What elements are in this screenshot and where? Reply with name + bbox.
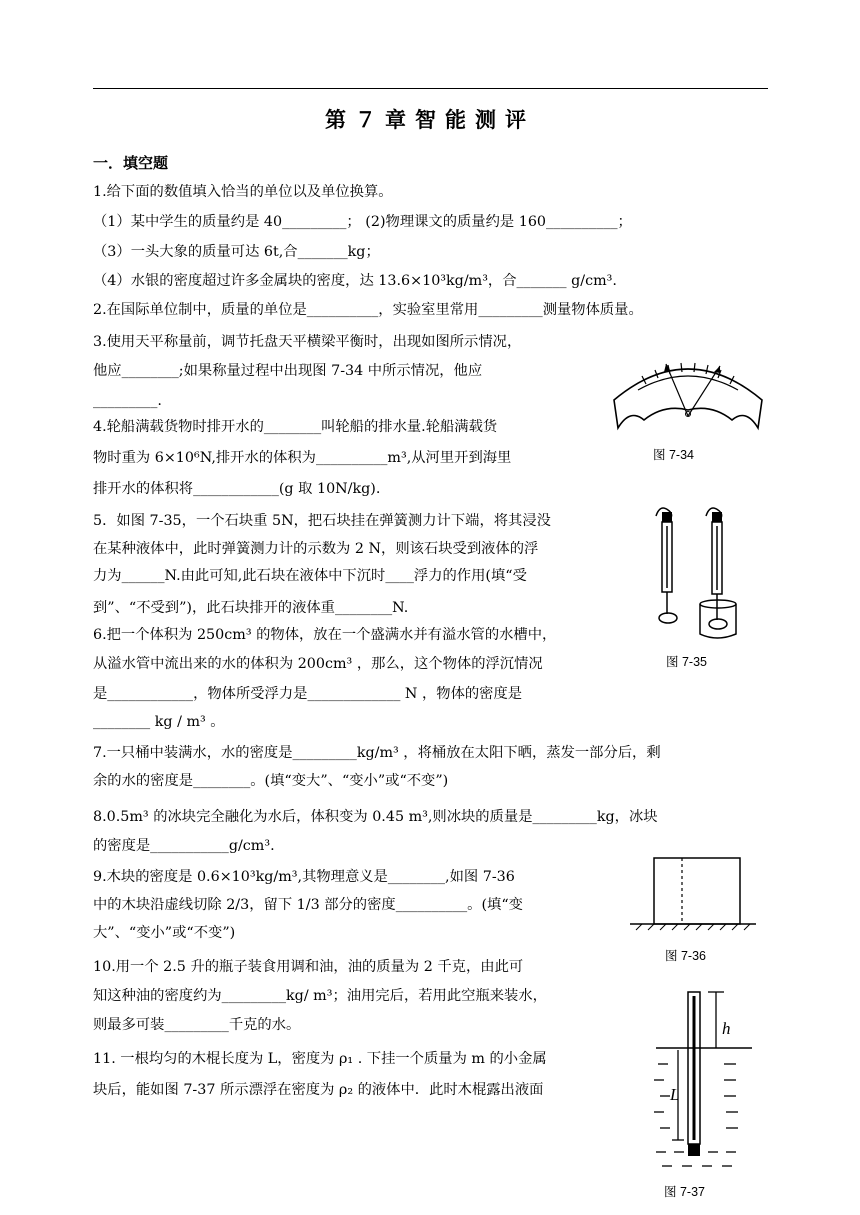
text-line: 余的水的密度是________。(填“变大”、“变小”或“不变”)	[93, 773, 449, 789]
text-line: 排开水的体积将____________(g 取 10N/kg).	[93, 481, 381, 497]
text-line: 7.一只桶中装满水，水的密度是_________kg/m³ ，将桶放在太阳下晒，蒸发一部分后，剩	[93, 745, 661, 761]
figure-7-35-spring-scales	[648, 502, 748, 642]
text-line: 5．如图 7-35，一个石块重 5N，把石块挂在弹簧测力计下端，将其浸没	[93, 513, 551, 529]
text-line: （3）一头大象的质量可达 6t,合_______kg；	[93, 244, 380, 260]
text-line: 大”、“变小”或“不变”)	[93, 925, 236, 941]
text-line: 物时重为 6×10⁶N,排开水的体积为__________m³,从河里开到海里	[93, 450, 512, 466]
text-line: 1.给下面的数值填入恰当的单位以及单位换算。	[93, 184, 393, 200]
text-line: 中的木块沿虚线切除 2/3，留下 1/3 部分的密度__________。(填“变	[93, 897, 523, 913]
text-line: 他应________;如果称量过程中出现图 7-34 中所示情况，他应	[93, 363, 483, 379]
page-title: 第７章智能测评	[325, 108, 535, 132]
text-line: （1）某中学生的质量约是 40_________； (2)物理课文的质量约是 160__________；	[93, 214, 632, 230]
figure-7-37-floating-stick	[648, 988, 758, 1176]
text-line: 11. 一根均匀的木棍长度为 L，密度为 ρ₁ . 下挂一个质量为 m 的小金属	[93, 1051, 547, 1067]
text-line: 10.用一个 2.5 升的瓶子装食用调和油，油的质量为 2 千克，由此可	[93, 959, 524, 975]
text-line: 8.0.5m³ 的冰块完全融化为水后，体积变为 0.45 m³,则冰块的质量是_________kg，冰块	[93, 809, 658, 825]
figure-7-34-caption: 图 7-34	[653, 448, 694, 462]
figure-7-36-caption: 图 7-36	[665, 949, 706, 963]
text-line: 从溢水管中流出来的水的体积为 200cm³ ，那么，这个物体的浮沉情况	[93, 656, 543, 672]
text-line: 4.轮船满载货物时排开水的________叫轮船的排水量.轮船满载货	[93, 419, 498, 435]
figure-7-35-caption: 图 7-35	[666, 655, 707, 669]
top-rule	[93, 88, 768, 89]
text-line: （4）水银的密度超过许多金属块的密度，达 13.6×10³kg/m³，合_______ g/cm³.	[93, 273, 617, 289]
figure-7-36-wood-block	[628, 852, 758, 934]
figure-7-34-balance-dial	[608, 338, 768, 433]
text-line: 力为______N.由此可知,此石块在液体中下沉时____浮力的作用(填“受	[93, 568, 527, 584]
text-line: 3.使用天平称量前，调节托盘天平横梁平衡时，出现如图所示情况，	[93, 334, 522, 350]
text-line: 知这种油的密度约为_________kg/ m³；油用完后，若用此空瓶来装水，	[93, 988, 547, 1004]
text-line: 6.把一个体积为 250cm³ 的物体，放在一个盛满水并有溢水管的水槽中，	[93, 627, 557, 643]
text-line: 块后，能如图 7-37 所示漂浮在密度为 ρ₂ 的液体中．此时木棍露出液面	[93, 1082, 544, 1098]
text-line: 到”、“不受到”)，此石块排开的液体重________N.	[93, 600, 409, 616]
section-heading: 一．填空题	[93, 154, 169, 172]
figure-7-37-caption: 图 7-37	[664, 1185, 705, 1199]
text-line: 在某种液体中，此时弹簧测力计的示数为 2 N，则该石块受到液体的浮	[93, 541, 539, 557]
text-line: 是____________，物体所受浮力是_____________ N ，物体的密度是	[93, 686, 523, 702]
text-line: _________.	[93, 393, 162, 409]
text-line: 的密度是___________g/cm³.	[93, 838, 275, 854]
label-L: L	[670, 1085, 680, 1104]
text-line: 2.在国际单位制中，质量的单位是__________，实验室里常用_________测量物体质量。	[93, 302, 643, 318]
text-line: 9.木块的密度是 0.6×10³kg/m³,其物理意义是________,如图 7-36	[93, 869, 515, 885]
label-h: h	[722, 1019, 731, 1038]
text-line: 则最多可装_________千克的水。	[93, 1017, 301, 1033]
text-line: ________ kg / m³ 。	[93, 714, 225, 730]
